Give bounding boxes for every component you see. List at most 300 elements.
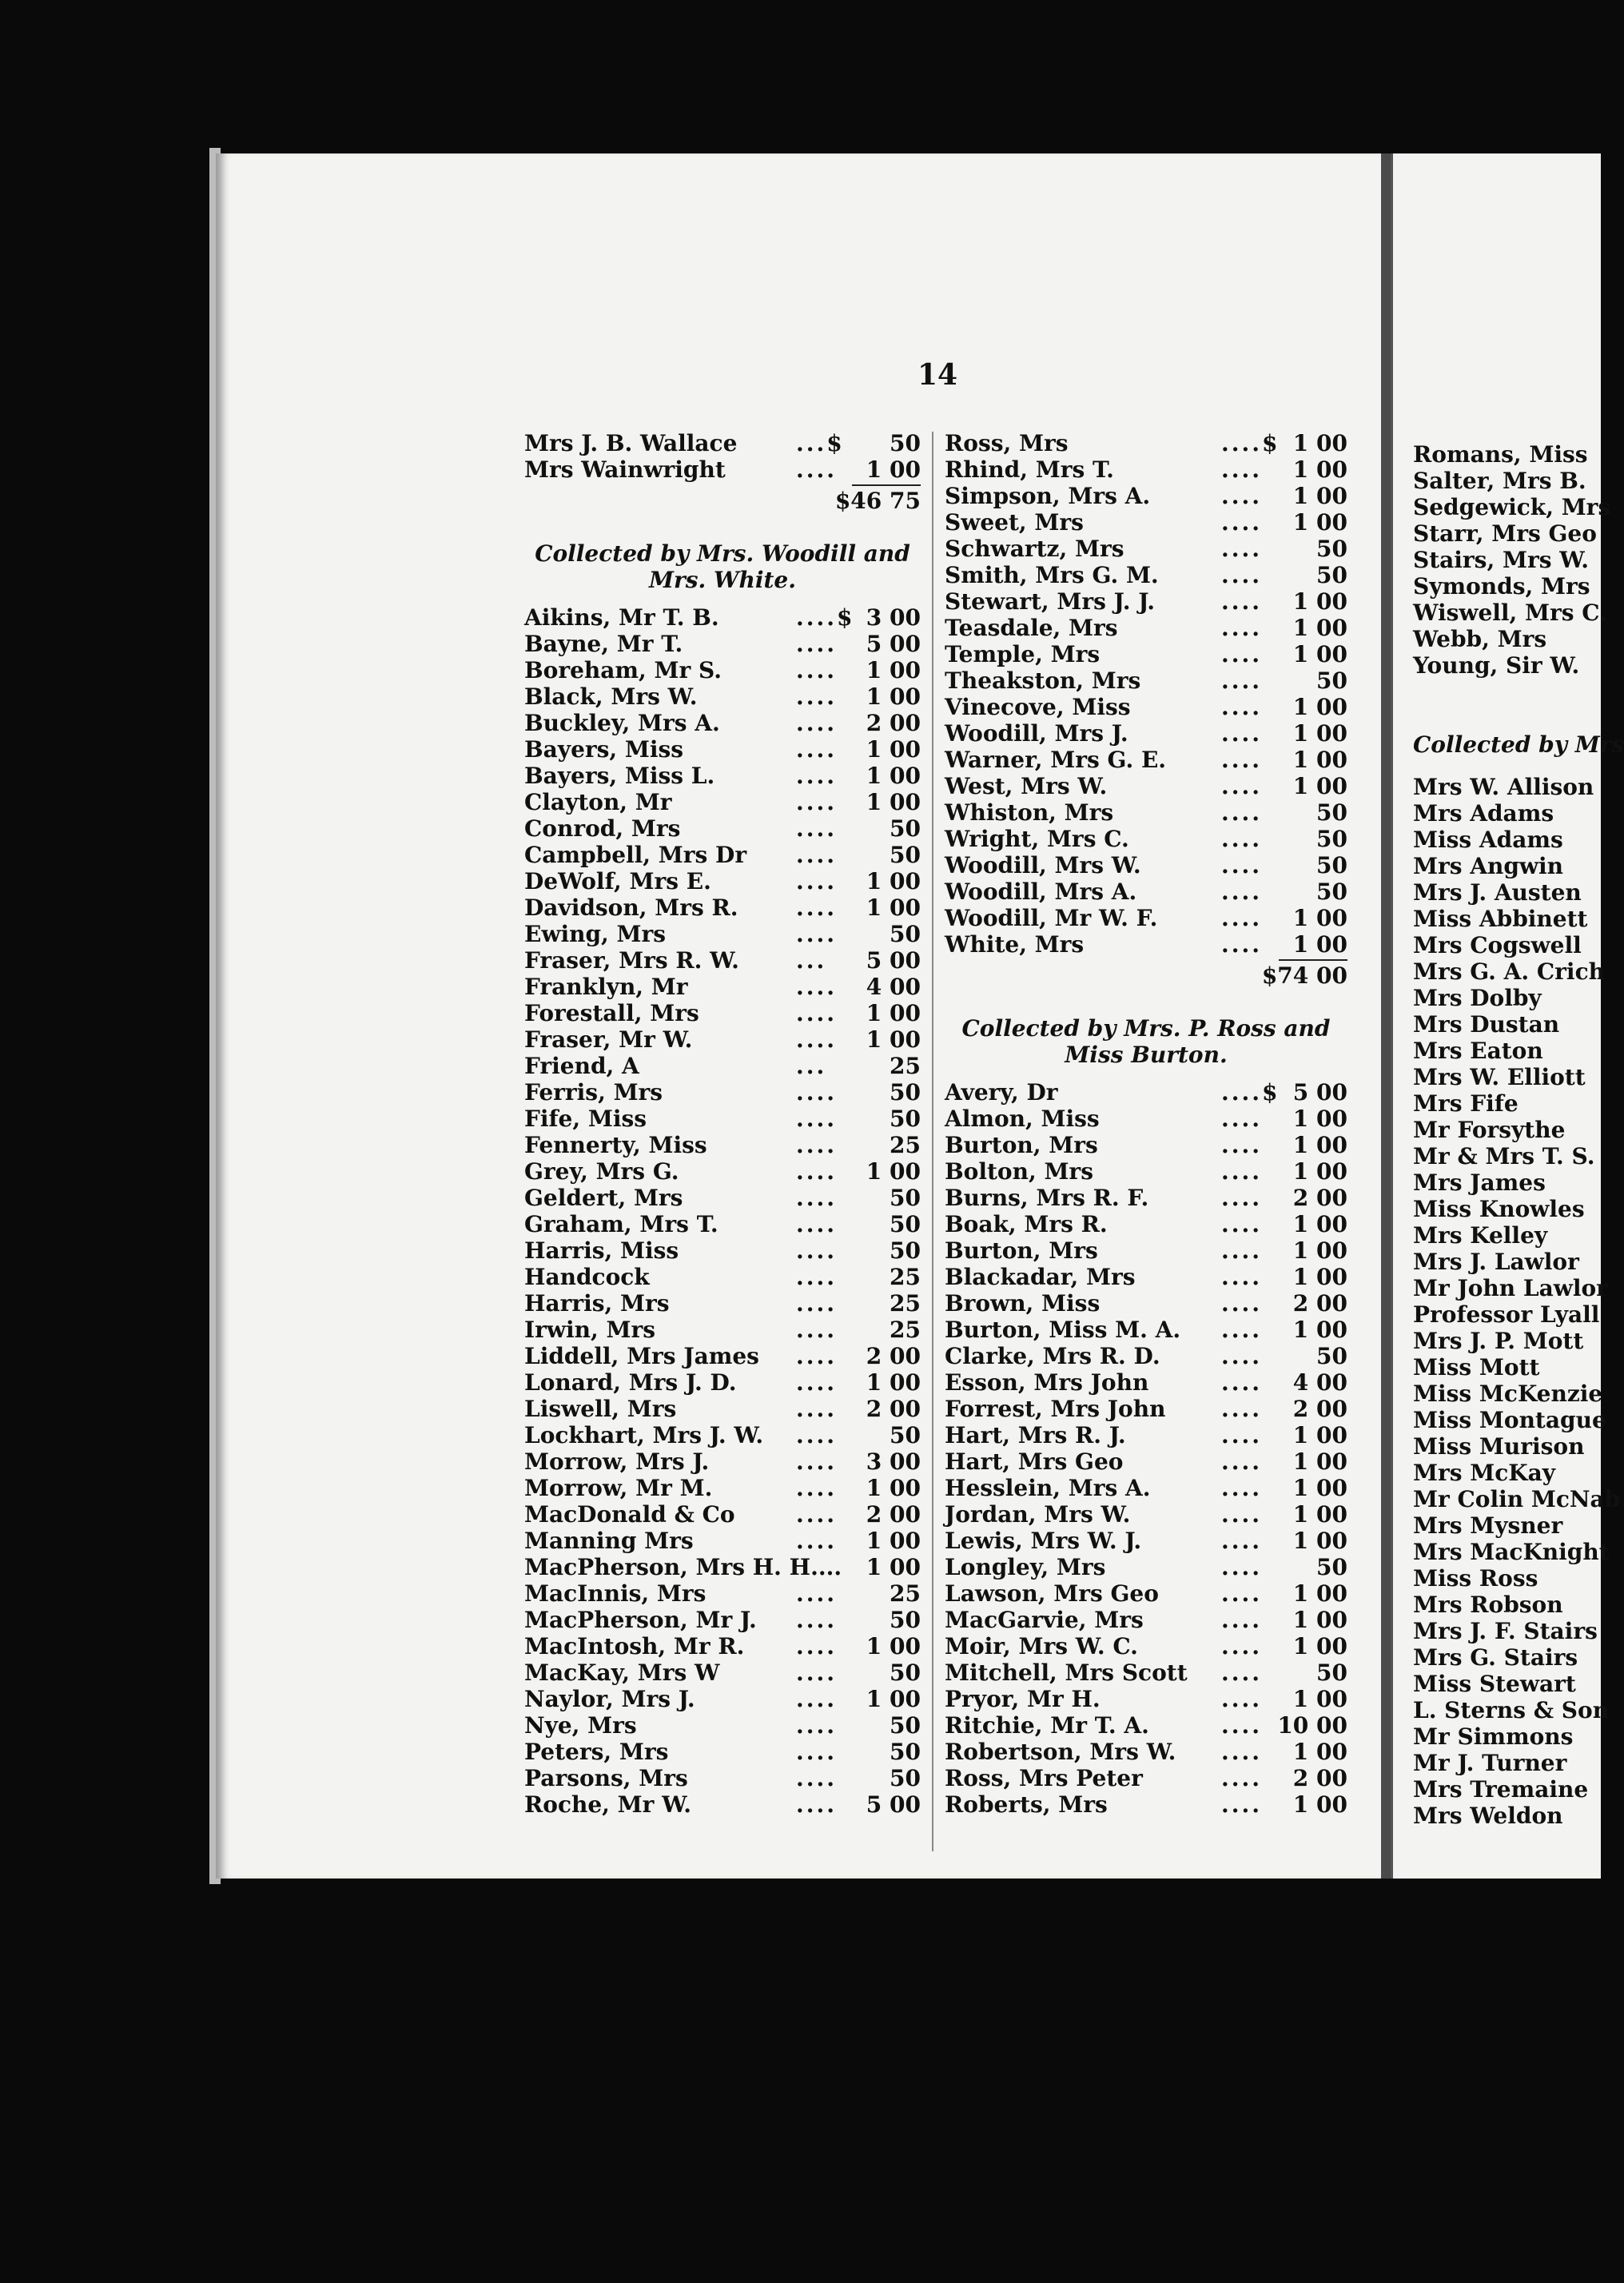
leader-dots: .... bbox=[1221, 1158, 1262, 1185]
donor-name: Burton, Mrs bbox=[945, 1237, 1098, 1264]
donor-name: Bayne, Mr T. bbox=[524, 631, 683, 657]
list-item bbox=[945, 1659, 1347, 1686]
list-item bbox=[945, 1211, 1347, 1237]
donor-name: Hart, Mrs Geo bbox=[945, 1448, 1124, 1475]
list-item bbox=[945, 773, 1347, 799]
leader-dots: .... bbox=[796, 842, 837, 868]
donor-name: Vinecove, Miss bbox=[945, 694, 1131, 720]
leader-dots: .... bbox=[796, 868, 837, 894]
donor-name: Nye, Mrs bbox=[524, 1712, 637, 1739]
donor-name: Blackadar, Mrs bbox=[945, 1264, 1136, 1290]
list-item bbox=[945, 1554, 1347, 1580]
amount: 50 bbox=[890, 1607, 921, 1633]
list-item bbox=[945, 931, 1347, 958]
column-1 bbox=[524, 430, 921, 1818]
amount: 50 bbox=[1316, 562, 1347, 588]
amount: 1 00 bbox=[1292, 1448, 1347, 1475]
amount: 2 00 bbox=[1292, 1185, 1347, 1211]
leader-dots: .... bbox=[796, 1712, 837, 1739]
donor-name: Clayton, Mr bbox=[524, 789, 672, 815]
amount: 1 00 bbox=[1292, 1739, 1347, 1765]
leader-dots: .... bbox=[796, 1396, 837, 1422]
amount: 1 00 bbox=[866, 1000, 921, 1026]
list-item bbox=[945, 1343, 1347, 1369]
donor-name: Peters, Mrs bbox=[524, 1739, 669, 1765]
leader-dots: .... bbox=[1221, 562, 1262, 588]
donor-name: Simpson, Mrs A. bbox=[945, 483, 1151, 509]
leader-dots: .... bbox=[1221, 1739, 1262, 1765]
donor-name: Rhind, Mrs T. bbox=[945, 456, 1114, 483]
list-item: Mrs Kelley bbox=[1413, 1222, 1548, 1249]
leader-dots: .... bbox=[796, 1369, 837, 1396]
list-item bbox=[524, 1396, 921, 1422]
leader-dots: .... bbox=[1221, 826, 1262, 852]
leader-dots: ....$ bbox=[1221, 1079, 1280, 1106]
list-item bbox=[945, 1712, 1347, 1739]
list-item bbox=[945, 1237, 1347, 1264]
amount: 25 bbox=[890, 1290, 921, 1317]
donor-name: MacIntosh, Mr R. bbox=[524, 1633, 745, 1659]
subtotal: $74 00 bbox=[1261, 962, 1347, 989]
donor-name: Mrs Wainwright bbox=[524, 456, 726, 483]
list-item bbox=[524, 789, 921, 815]
list-item bbox=[524, 1237, 921, 1264]
donor-name: Bayers, Miss L. bbox=[524, 763, 715, 789]
list-item bbox=[524, 1501, 921, 1528]
list-item: Mr Simmons bbox=[1413, 1723, 1574, 1750]
donor-name: MacPherson, Mr J. bbox=[524, 1607, 757, 1633]
donor-name: Geldert, Mrs bbox=[524, 1185, 683, 1211]
amount: 50 bbox=[890, 921, 921, 947]
list-item bbox=[945, 694, 1347, 720]
donor-name: Irwin, Mrs bbox=[524, 1317, 655, 1343]
amount: 1 00 bbox=[1292, 694, 1347, 720]
list-item bbox=[524, 736, 921, 763]
leader-dots: .... bbox=[1221, 1554, 1262, 1580]
amount: 3 00 bbox=[866, 604, 921, 631]
leader-dots: .... bbox=[796, 1317, 837, 1343]
list-item bbox=[524, 1422, 921, 1448]
amount: 2 00 bbox=[866, 1396, 921, 1422]
donor-name: Fraser, Mrs R. W. bbox=[524, 947, 739, 974]
list-item bbox=[945, 588, 1347, 615]
donor-name: Grey, Mrs G. bbox=[524, 1158, 679, 1185]
donor-name: Schwartz, Mrs bbox=[945, 536, 1124, 562]
donor-name: Naylor, Mrs J. bbox=[524, 1686, 695, 1712]
leader-dots: .... bbox=[1221, 1264, 1262, 1290]
leader-dots: .... bbox=[796, 1211, 837, 1237]
donor-name: Brown, Miss bbox=[945, 1290, 1101, 1317]
list-item bbox=[524, 974, 921, 1000]
leader-dots: .... bbox=[796, 1475, 837, 1501]
donor-name: Ross, Mrs bbox=[945, 430, 1069, 456]
list-item: Mrs Weldon bbox=[1413, 1803, 1563, 1829]
donor-name: Lonard, Mrs J. D. bbox=[524, 1369, 737, 1396]
donor-name: Harris, Miss bbox=[524, 1237, 679, 1264]
leader-dots: .... bbox=[796, 1000, 837, 1026]
leader-dots: .... bbox=[796, 1791, 837, 1818]
leader-dots: .... bbox=[796, 1132, 837, 1158]
list-item: Mrs J. P. Mott bbox=[1413, 1328, 1584, 1354]
list-item bbox=[945, 1396, 1347, 1422]
leader-dots: .... bbox=[796, 1422, 837, 1448]
donor-name: Fennerty, Miss bbox=[524, 1132, 707, 1158]
leader-dots: ... bbox=[796, 1053, 827, 1079]
leader-dots: .... bbox=[1221, 931, 1262, 958]
leader-dots: .... bbox=[1221, 1501, 1262, 1528]
donor-name: Burton, Miss M. A. bbox=[945, 1317, 1181, 1343]
list-item bbox=[945, 1633, 1347, 1659]
donor-name: Campbell, Mrs Dr bbox=[524, 842, 747, 868]
column-2 bbox=[945, 430, 1347, 1818]
leader-dots: .... bbox=[1221, 1343, 1262, 1369]
list-item bbox=[524, 1580, 921, 1607]
list-item bbox=[945, 1580, 1347, 1607]
amount: 1 00 bbox=[1292, 430, 1347, 456]
list-item bbox=[945, 1475, 1347, 1501]
amount: 50 bbox=[890, 1106, 921, 1132]
leader-dots: ....$ bbox=[1221, 430, 1280, 456]
list-item: Mrs James bbox=[1413, 1169, 1546, 1196]
amount: 1 00 bbox=[1292, 1791, 1347, 1818]
list-item: Mr Colin McNab bbox=[1413, 1486, 1621, 1512]
list-item: Miss Stewart bbox=[1413, 1671, 1576, 1697]
leader-dots: .... bbox=[1221, 1396, 1262, 1422]
donor-name: Manning Mrs bbox=[524, 1528, 694, 1554]
leader-dots: .... bbox=[1221, 879, 1262, 905]
amount: 50 bbox=[1316, 799, 1347, 826]
donor-name: Parsons, Mrs bbox=[524, 1765, 688, 1791]
list-item: L. Sterns & Son bbox=[1413, 1697, 1610, 1723]
leader-dots: .... bbox=[796, 1580, 837, 1607]
list-item bbox=[945, 1765, 1347, 1791]
list-item bbox=[524, 1607, 921, 1633]
donor-name: Burns, Mrs R. F. bbox=[945, 1185, 1149, 1211]
list-item bbox=[524, 1026, 921, 1053]
leader-dots: .... bbox=[1221, 1765, 1262, 1791]
list-item bbox=[524, 947, 921, 974]
donor-name: Conrod, Mrs bbox=[524, 815, 681, 842]
leader-dots: .... bbox=[1221, 694, 1262, 720]
leader-dots: ... bbox=[796, 947, 827, 974]
leader-dots: .... bbox=[1221, 1290, 1262, 1317]
amount: 1 00 bbox=[1292, 641, 1347, 667]
amount: 1 00 bbox=[866, 868, 921, 894]
amount: 1 00 bbox=[1292, 720, 1347, 747]
leader-dots: .... bbox=[1221, 773, 1262, 799]
list-item bbox=[945, 1369, 1347, 1396]
leader-dots: ....$ bbox=[796, 604, 855, 631]
amount: 1 00 bbox=[866, 1554, 921, 1580]
amount: 1 00 bbox=[1292, 1106, 1347, 1132]
donor-name: Bayers, Miss bbox=[524, 736, 684, 763]
list-item bbox=[524, 1659, 921, 1686]
list-item: Miss Adams bbox=[1413, 827, 1563, 853]
list-item bbox=[524, 1712, 921, 1739]
donor-name: Roberts, Mrs bbox=[945, 1791, 1108, 1818]
amount: 4 00 bbox=[866, 974, 921, 1000]
donor-name: Lawson, Mrs Geo bbox=[945, 1580, 1159, 1607]
leader-dots: .... bbox=[1221, 1106, 1262, 1132]
amount: 25 bbox=[890, 1580, 921, 1607]
list-item bbox=[945, 1185, 1347, 1211]
amount: 1 00 bbox=[1292, 1422, 1347, 1448]
amount: 1 00 bbox=[1292, 509, 1347, 536]
list-item: Mrs W. Allison bbox=[1413, 774, 1594, 800]
amount: 2 00 bbox=[866, 710, 921, 736]
leader-dots: .... bbox=[796, 456, 837, 483]
amount: 1 00 bbox=[1292, 1132, 1347, 1158]
amount: 1 00 bbox=[1292, 1686, 1347, 1712]
list-item bbox=[524, 1185, 921, 1211]
list-item bbox=[524, 1369, 921, 1396]
list-item: Miss Ross bbox=[1413, 1565, 1538, 1592]
list-item bbox=[524, 921, 921, 947]
list-item bbox=[945, 1501, 1347, 1528]
donor-name: Temple, Mrs bbox=[945, 641, 1101, 667]
leader-dots: .... bbox=[1221, 588, 1262, 615]
donor-name: Wright, Mrs C. bbox=[945, 826, 1129, 852]
list-item bbox=[524, 1290, 921, 1317]
list-item: Mr John Lawlor bbox=[1413, 1275, 1608, 1301]
leader-dots: .... bbox=[796, 683, 837, 710]
leader-dots: .... bbox=[796, 1026, 837, 1053]
list-item bbox=[524, 1448, 921, 1475]
donor-name: Almon, Miss bbox=[945, 1106, 1100, 1132]
list-item bbox=[524, 1633, 921, 1659]
list-item bbox=[524, 815, 921, 842]
amount: 50 bbox=[890, 1739, 921, 1765]
list-item: Miss Knowles bbox=[1413, 1196, 1585, 1222]
leader-dots: .... bbox=[796, 1237, 837, 1264]
amount: 50 bbox=[890, 1765, 921, 1791]
list-item bbox=[945, 1607, 1347, 1633]
donor-name: Buckley, Mrs A. bbox=[524, 710, 720, 736]
list-item bbox=[524, 1079, 921, 1106]
list-item: Miss Murison bbox=[1413, 1433, 1585, 1460]
donor-name: Mitchell, Mrs Scott bbox=[945, 1659, 1188, 1686]
amount: 1 00 bbox=[866, 1475, 921, 1501]
amount: 1 00 bbox=[1292, 1475, 1347, 1501]
leader-dots: .... bbox=[796, 1106, 837, 1132]
section-heading: Collected by Mrs. P. Ross and Miss Burton. bbox=[961, 1015, 1331, 1068]
list-item bbox=[945, 641, 1347, 667]
donor-name: Whiston, Mrs bbox=[945, 799, 1114, 826]
page-number: 14 bbox=[917, 358, 958, 392]
donor-name: Esson, Mrs John bbox=[945, 1369, 1149, 1396]
leader-dots: .... bbox=[1221, 536, 1262, 562]
donor-name: Handcock bbox=[524, 1264, 650, 1290]
leader-dots: .... bbox=[1221, 1448, 1262, 1475]
column-3 bbox=[1413, 441, 1624, 1829]
donor-name: Forestall, Mrs bbox=[524, 1000, 699, 1026]
amount: 1 00 bbox=[1292, 1237, 1347, 1264]
list-item bbox=[524, 1132, 921, 1158]
list-item: Salter, Mrs B. bbox=[1413, 468, 1586, 494]
list-item bbox=[524, 1475, 921, 1501]
list-item bbox=[945, 430, 1347, 456]
leader-dots: .... bbox=[796, 1659, 837, 1686]
list-item bbox=[945, 852, 1347, 879]
list-item bbox=[945, 879, 1347, 905]
leader-dots: .... bbox=[796, 1185, 837, 1211]
leader-dots: .... bbox=[1221, 1185, 1262, 1211]
list-item bbox=[524, 894, 921, 921]
list-item: Mrs MacKnight bbox=[1413, 1539, 1610, 1565]
list-item: Miss Montague bbox=[1413, 1407, 1606, 1433]
amount: 1 00 bbox=[1292, 1633, 1347, 1659]
list-item bbox=[945, 1106, 1347, 1132]
leader-dots: .... bbox=[1221, 720, 1262, 747]
amount: 1 00 bbox=[1292, 1317, 1347, 1343]
list-item bbox=[524, 763, 921, 789]
donor-name: Mrs J. B. Wallace bbox=[524, 430, 738, 456]
list-item: Miss Mott bbox=[1413, 1354, 1540, 1381]
leader-dots: .... bbox=[1221, 1580, 1262, 1607]
leader-dots: .... bbox=[1221, 1317, 1262, 1343]
leader-dots: .... bbox=[1221, 641, 1262, 667]
leader-dots: .... bbox=[796, 657, 837, 683]
list-item bbox=[945, 562, 1347, 588]
amount: 50 bbox=[1316, 826, 1347, 852]
amount: 50 bbox=[1316, 1554, 1347, 1580]
amount: 1 00 bbox=[1292, 1211, 1347, 1237]
donor-name: Clarke, Mrs R. D. bbox=[945, 1343, 1160, 1369]
leader-dots: ...$ bbox=[796, 430, 845, 456]
donor-name: Ross, Mrs Peter bbox=[945, 1765, 1143, 1791]
donor-name: MacInnis, Mrs bbox=[524, 1580, 707, 1607]
leader-dots: .... bbox=[1221, 1686, 1262, 1712]
amount: 1 00 bbox=[866, 763, 921, 789]
list-item: Mr Forsythe bbox=[1413, 1117, 1566, 1143]
list-item bbox=[524, 1739, 921, 1765]
donor-name: Woodill, Mrs J. bbox=[945, 720, 1128, 747]
amount: 10 00 bbox=[1277, 1712, 1347, 1739]
list-item bbox=[524, 456, 921, 483]
leader-dots: .... bbox=[796, 1158, 837, 1185]
list-item bbox=[945, 1290, 1347, 1317]
list-item bbox=[524, 657, 921, 683]
amount: 1 00 bbox=[1292, 747, 1347, 773]
amount: 1 00 bbox=[1292, 1607, 1347, 1633]
amount: 1 00 bbox=[866, 456, 921, 483]
list-item bbox=[524, 1158, 921, 1185]
amount: 50 bbox=[890, 430, 921, 456]
donor-name: Teasdale, Mrs bbox=[945, 615, 1118, 641]
amount: 2 00 bbox=[1292, 1290, 1347, 1317]
donor-name: Sweet, Mrs bbox=[945, 509, 1084, 536]
leader-dots: .... bbox=[796, 1290, 837, 1317]
list-item: Webb, Mrs bbox=[1413, 626, 1547, 652]
list-item bbox=[945, 1079, 1347, 1106]
leader-dots: .... bbox=[1221, 1712, 1262, 1739]
leader-dots: .... bbox=[1221, 852, 1262, 879]
list-item bbox=[945, 1448, 1347, 1475]
list-item: Mr J. Turner bbox=[1413, 1750, 1567, 1776]
list-item: Young, Sir W. bbox=[1413, 652, 1580, 679]
list-item bbox=[524, 1554, 921, 1580]
list-item: Miss Abbinett bbox=[1413, 906, 1588, 932]
amount: 1 00 bbox=[866, 683, 921, 710]
amount: 1 00 bbox=[1292, 931, 1347, 958]
donor-name: White, Mrs bbox=[945, 931, 1085, 958]
donor-name: Davidson, Mrs R. bbox=[524, 894, 738, 921]
amount: 1 00 bbox=[1292, 1580, 1347, 1607]
list-item bbox=[524, 1211, 921, 1237]
amount: 1 00 bbox=[866, 1528, 921, 1554]
leader-dots: .... bbox=[1221, 905, 1262, 931]
leader-dots: .... bbox=[1221, 1132, 1262, 1158]
list-item: Mrs J. Lawlor bbox=[1413, 1249, 1579, 1275]
donor-name: Aikins, Mr T. B. bbox=[524, 604, 719, 631]
list-item: Mrs Dustan bbox=[1413, 1011, 1560, 1038]
donor-name: Liddell, Mrs James bbox=[524, 1343, 759, 1369]
amount: 1 00 bbox=[866, 1026, 921, 1053]
donor-name: Bolton, Mrs bbox=[945, 1158, 1093, 1185]
list-item bbox=[945, 747, 1347, 773]
donor-name: Morrow, Mrs J. bbox=[524, 1448, 710, 1475]
donor-name: Jordan, Mrs W. bbox=[945, 1501, 1131, 1528]
leader-dots: .... bbox=[1221, 667, 1262, 694]
donor-name: Hart, Mrs R. J. bbox=[945, 1422, 1126, 1448]
donor-name: Lockhart, Mrs J. W. bbox=[524, 1422, 764, 1448]
donor-name: Longley, Mrs bbox=[945, 1554, 1106, 1580]
amount: 5 00 bbox=[866, 947, 921, 974]
list-item: Sedgewick, Mrs bbox=[1413, 494, 1611, 520]
list-item: Mrs Cogswell bbox=[1413, 932, 1582, 958]
list-item: Mr & Mrs T. S. bbox=[1413, 1143, 1595, 1169]
amount: 50 bbox=[890, 1422, 921, 1448]
leader-dots: .... bbox=[796, 1607, 837, 1633]
donor-name: Hesslein, Mrs A. bbox=[945, 1475, 1151, 1501]
subtotal: $46 75 bbox=[834, 488, 921, 514]
list-item bbox=[524, 1528, 921, 1554]
donor-name: Forrest, Mrs John bbox=[945, 1396, 1166, 1422]
donor-name: Ritchie, Mr T. A. bbox=[945, 1712, 1149, 1739]
amount: 50 bbox=[1316, 1659, 1347, 1686]
leader-dots: .... bbox=[1221, 1659, 1262, 1686]
leader-dots: .... bbox=[1221, 456, 1262, 483]
list-item bbox=[524, 631, 921, 657]
list-item bbox=[524, 1686, 921, 1712]
list-item bbox=[945, 826, 1347, 852]
leader-dots: .... bbox=[796, 1343, 837, 1369]
list-item bbox=[945, 720, 1347, 747]
amount: 5 00 bbox=[866, 631, 921, 657]
list-item bbox=[945, 536, 1347, 562]
list-item bbox=[524, 1000, 921, 1026]
list-item: Mrs G. Stairs bbox=[1413, 1644, 1578, 1671]
donor-name: MacPherson, Mrs H. H.... bbox=[524, 1554, 842, 1580]
leader-dots: .... bbox=[796, 710, 837, 736]
amount: 1 00 bbox=[866, 789, 921, 815]
leader-dots: .... bbox=[796, 1633, 837, 1659]
list-item bbox=[945, 509, 1347, 536]
list-item bbox=[945, 456, 1347, 483]
list-item: Mrs Robson bbox=[1413, 1592, 1563, 1618]
leader-dots: .... bbox=[1221, 1607, 1262, 1633]
donor-name: Lewis, Mrs W. J. bbox=[945, 1528, 1142, 1554]
leader-dots: .... bbox=[796, 1528, 837, 1554]
amount: 50 bbox=[890, 1237, 921, 1264]
leader-dots: .... bbox=[796, 1079, 837, 1106]
amount: 50 bbox=[890, 1712, 921, 1739]
leader-dots: .... bbox=[796, 736, 837, 763]
list-item: Mrs Fife bbox=[1413, 1090, 1519, 1117]
list-item: Starr, Mrs Geo bbox=[1413, 520, 1597, 547]
donor-name: Pryor, Mr H. bbox=[945, 1686, 1101, 1712]
amount: 1 00 bbox=[1292, 483, 1347, 509]
